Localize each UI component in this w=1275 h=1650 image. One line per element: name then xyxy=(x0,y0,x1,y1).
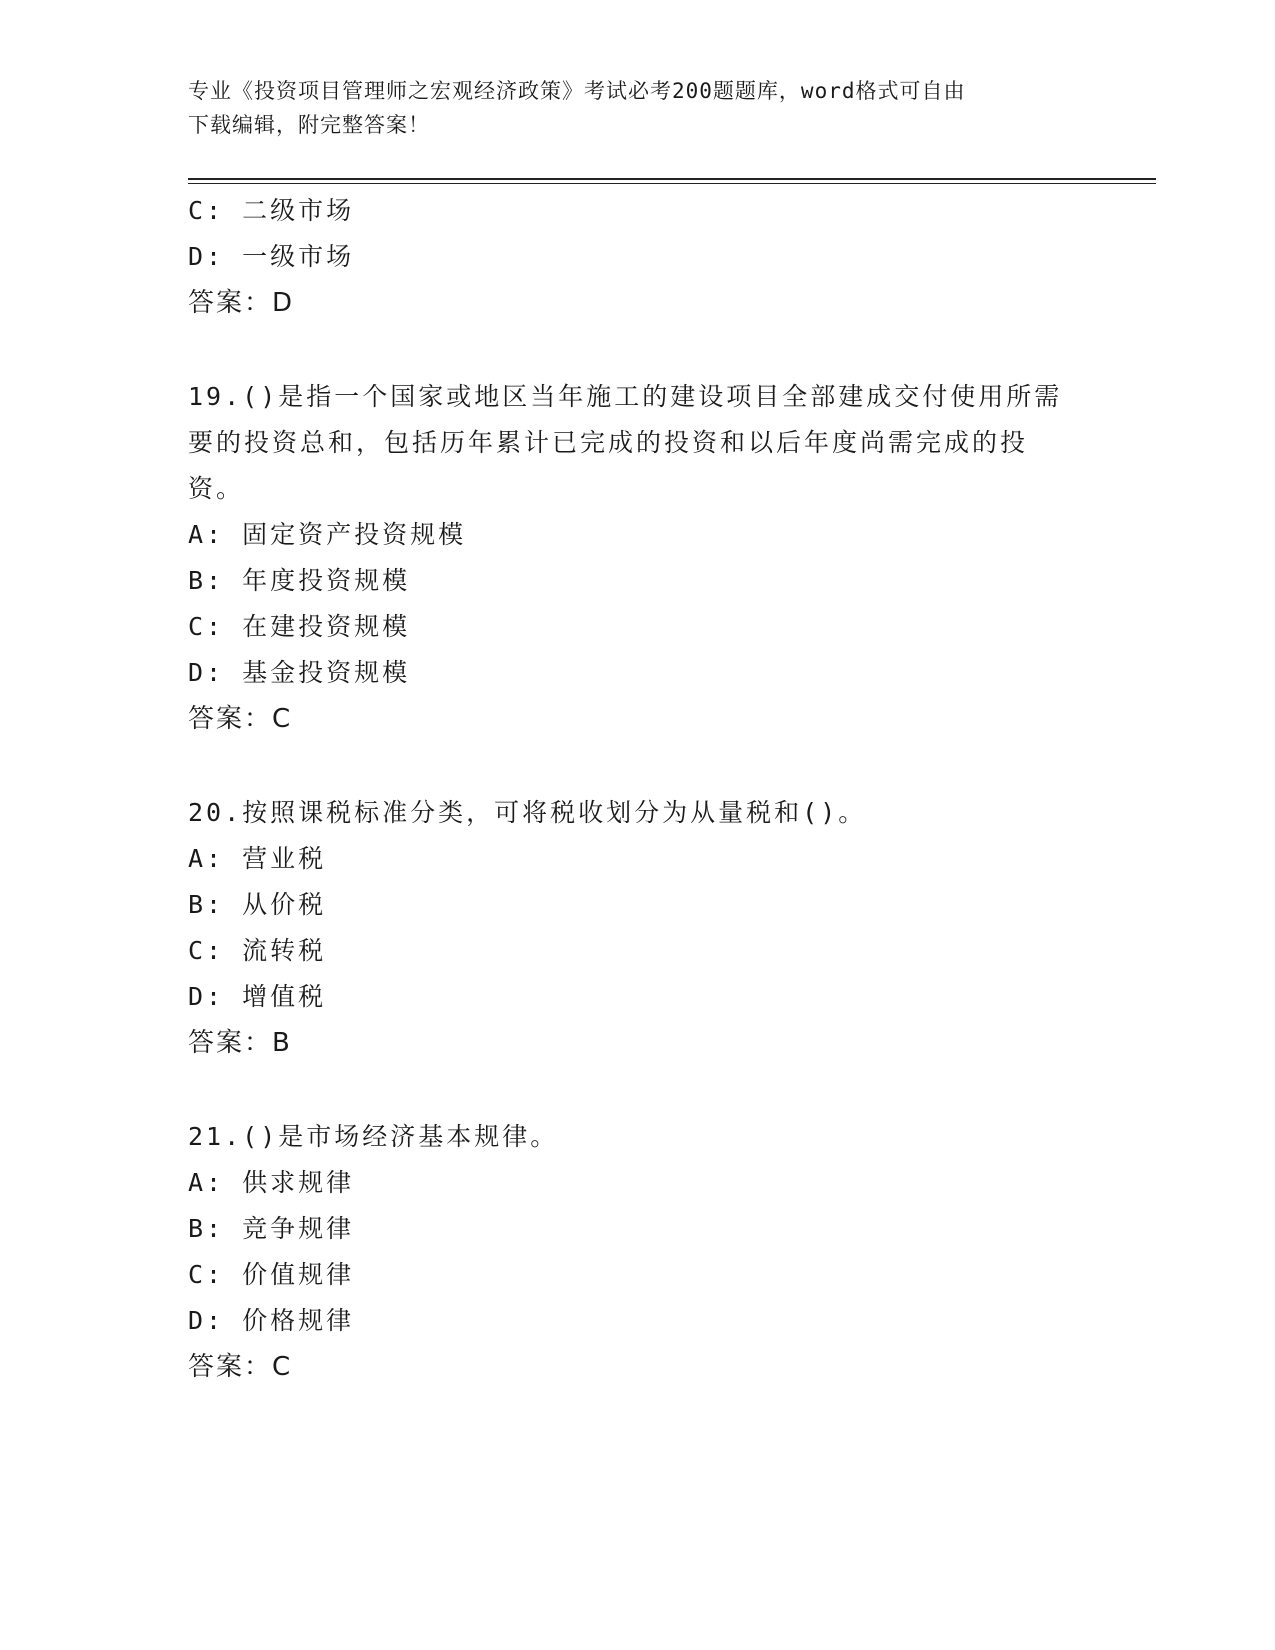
question-21-option-a: A: 供求规律 xyxy=(188,1168,355,1197)
question-19-stem-line-3: 资。 xyxy=(188,474,245,503)
spacer xyxy=(188,1066,1088,1114)
question-18-block xyxy=(188,188,1088,326)
question-21-option-b: B: 竞争规律 xyxy=(188,1214,355,1243)
question-18-option-d: D: 一级市场 xyxy=(188,242,355,271)
question-20-answer: 答案：B xyxy=(188,1028,292,1058)
question-19-option-b: B: 年度投资规模 xyxy=(188,566,411,595)
header-divider-thin xyxy=(188,183,1156,184)
question-21-stem: 21.()是市场经济基本规律。 xyxy=(188,1122,559,1151)
header-line-1: 专业《投资项目管理师之宏观经济政策》考试必考200题题库，word格式可自由 xyxy=(188,79,966,103)
header-line-2: 下载编辑，附完整答案！ xyxy=(188,113,430,137)
question-20-option-d: D: 增值税 xyxy=(188,982,327,1011)
spacer xyxy=(188,742,1088,790)
question-21-option-c: C: 价值规律 xyxy=(188,1260,355,1289)
question-21-block xyxy=(188,1114,1088,1390)
question-21-answer: 答案：C xyxy=(188,1352,293,1382)
question-19-stem-line-2: 要的投资总和，包括历年累计已完成的投资和以后年度尚需完成的投 xyxy=(188,428,1029,457)
question-19-option-c: C: 在建投资规模 xyxy=(188,612,411,641)
document-header xyxy=(188,74,1068,142)
question-list xyxy=(188,188,1088,1390)
header-divider-thick xyxy=(188,178,1156,180)
question-18-option-c: C: 二级市场 xyxy=(188,196,355,225)
question-19-block xyxy=(188,374,1088,742)
spacer xyxy=(188,326,1088,374)
question-18-answer: 答案：D xyxy=(188,288,295,318)
question-19-option-d: D: 基金投资规模 xyxy=(188,658,411,687)
question-20-option-a: A: 营业税 xyxy=(188,844,327,873)
question-19-stem-line-1: 19.()是指一个国家或地区当年施工的建设项目全部建成交付使用所需 xyxy=(188,382,1063,411)
question-19-option-a: A: 固定资产投资规模 xyxy=(188,520,467,549)
question-20-block xyxy=(188,790,1088,1066)
question-20-option-c: C: 流转税 xyxy=(188,936,327,965)
question-20-option-b: B: 从价税 xyxy=(188,890,327,919)
question-21-option-d: D: 价格规律 xyxy=(188,1306,355,1335)
question-19-answer: 答案：C xyxy=(188,704,293,734)
question-20-stem: 20.按照课税标准分类，可将税收划分为从量税和()。 xyxy=(188,798,867,827)
